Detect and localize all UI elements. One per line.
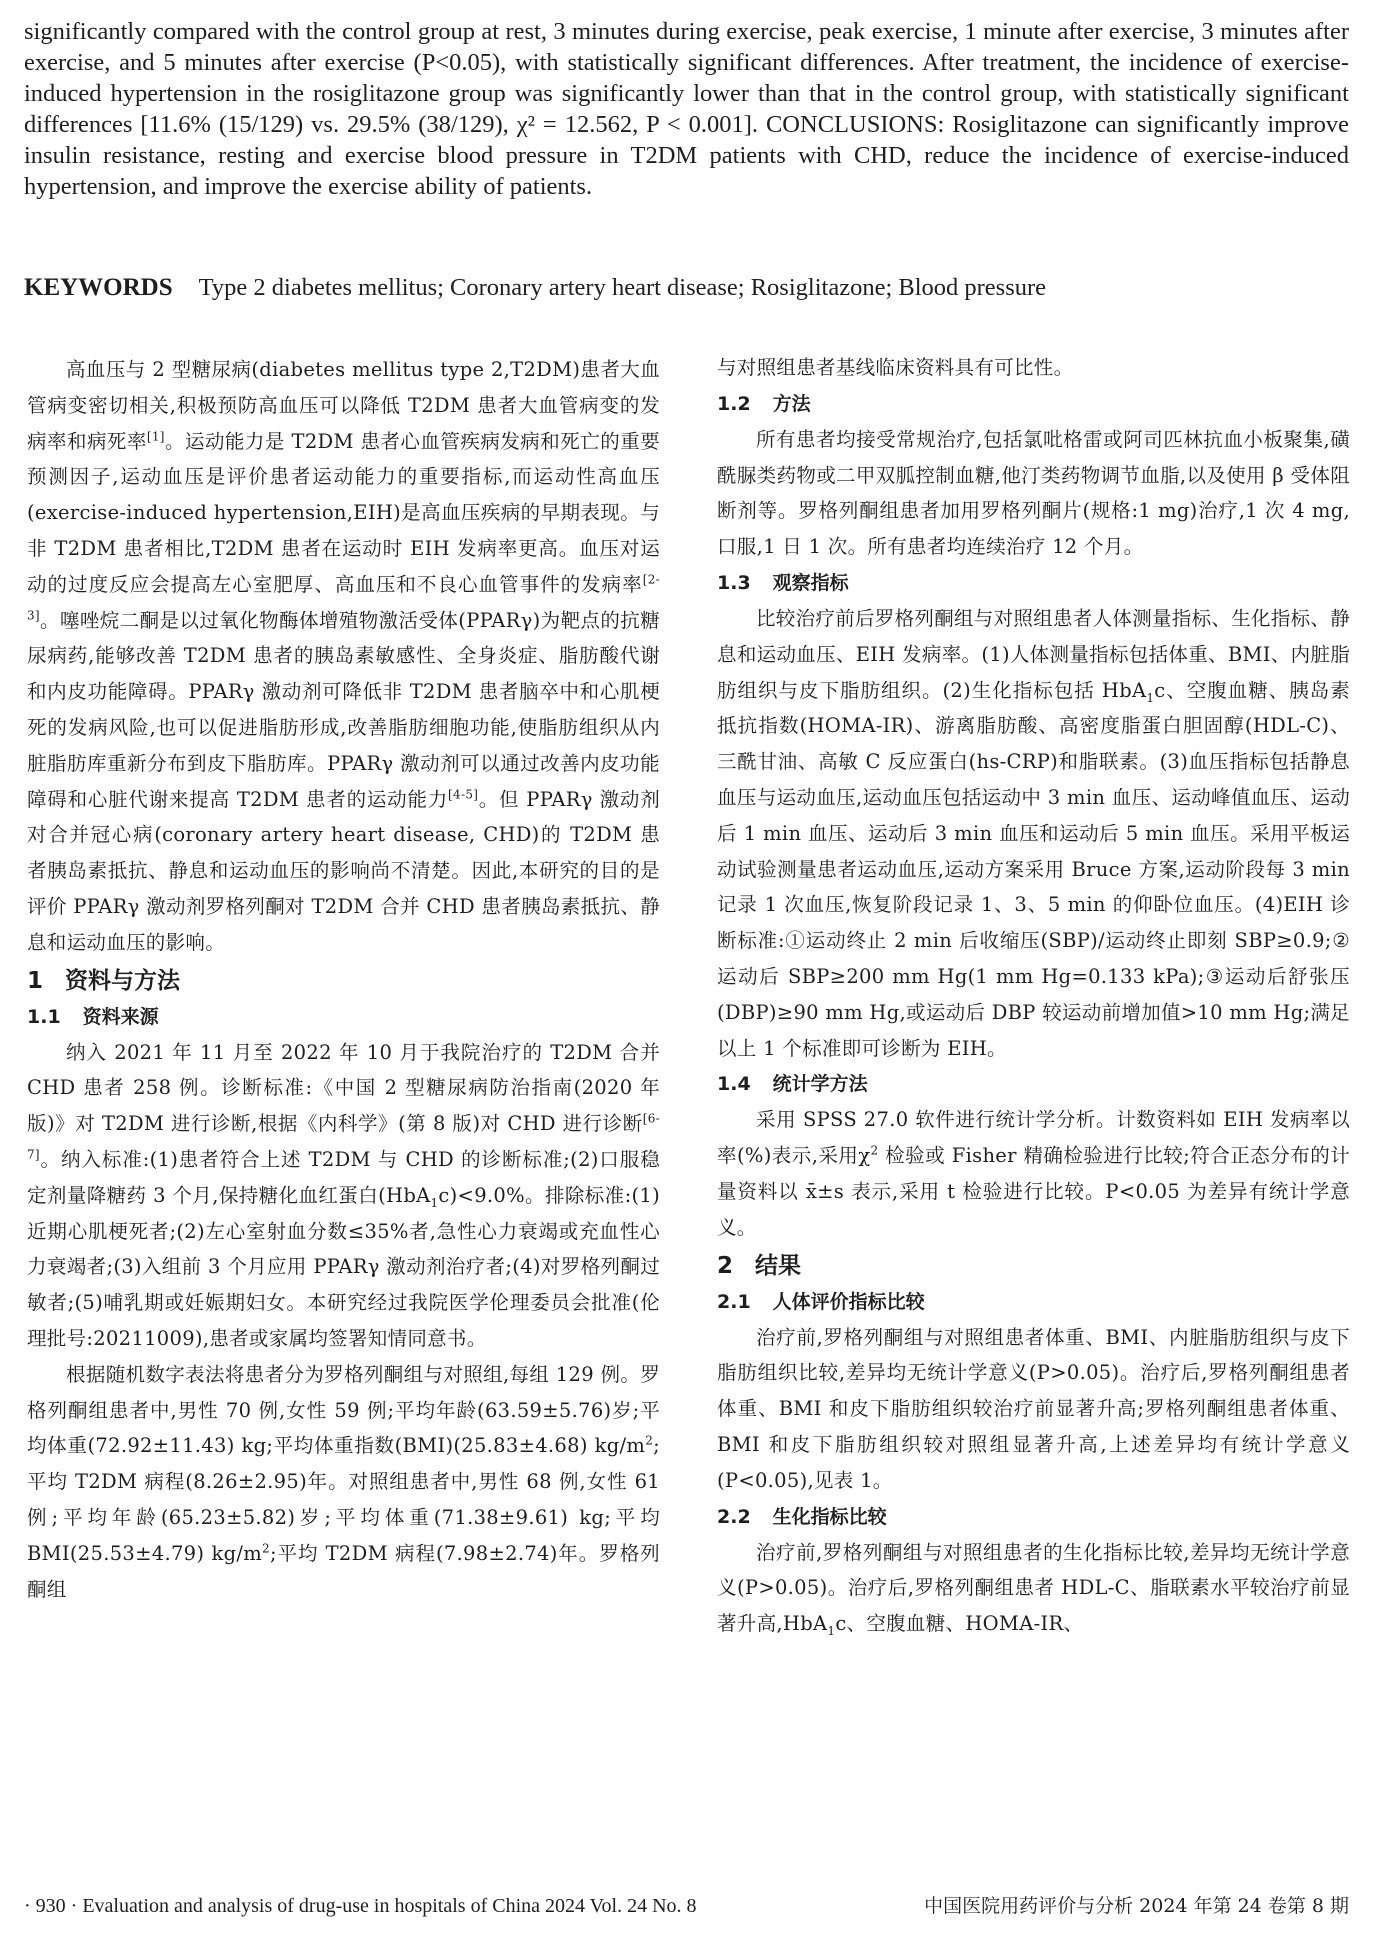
footer-journal-en: · 930 · Evaluation and analysis of drug-use in hospitals of China 2024 Vol. 24 No. 8 (24, 1895, 697, 1917)
subsection-heading-anthropometric (717, 1285, 1350, 1319)
section-title: 人体评价指标比较 (772, 1290, 925, 1313)
text-run: c、空腹血糖、胰岛素抵抗指数(HOMA-IR)、游离脂肪酸、高密度脂蛋白胆固醇(HDL-C)、三酰甘油、高敏 C 反应蛋白(hs-CRP)和脂联素。(3)血压指标包括静息血压与运动血压,运动血压包括运动中 3 min 血压、运动峰值血压、运动后 1 min 血压、运动后 3 min 血压和运动后 5 min 血压。采用平板运动试验测量患者运动血压,运动方案采用 Bruce 方案,运动阶段每 3 min 记录 1 次血压,恢复阶段记录 1、3、5 min 的仰卧位血压。(4)EIH 诊断标准:①运动终止 2 min 后收缩压(SBP)/运动终止即刻 SBP≥0.9;②运动后 SBP≥200 mm Hg(1 mm Hg=0.133 kPa);③运动后舒张压(DBP)≥90 mm Hg,或运动后 DBP 较运动前增加值>10 mm Hg;满足以上 1 个标准即可诊断为 EIH。 (717, 678, 1351, 1060)
section-title: 观察指标 (772, 571, 849, 594)
methods-paragraph: 所有患者均接受常规治疗,包括氯吡格雷或阿司匹林抗血小板聚集,磺酰脲类药物或二甲双胍控制血糖,他汀类药物调节血脂,以及使用 β 受体阻断剂等。罗格列酮组患者加用罗格列酮片(规格:1 mg)治疗,1 次 4 mg,口服,1 日 1 次。所有患者均连续治疗 12 个月。 (717, 427, 1350, 559)
section-title: 统计学方法 (772, 1073, 868, 1096)
text-run: 。运动能力是 T2DM 患者心血管疾病发病和死亡的重要预测因子,运动血压是评价患者运动能力的重要指标,而运动性高血压(exercise-induced hypertension,EIH)是高血压疾病的早期表现。与非 T2DM 患者相比,T2DM 患者在运动时 EIH 发病率更高。血压对运动的过度反应会提高左心室肥厚、高血压和不良心血管事件的发病率 (27, 429, 660, 596)
text-run: c)<9.0%。排除标准:(1)近期心肌梗死者;(2)左心室射血分数≤35%者,急性心力衰竭或充血性心力衰竭者;(3)入组前 3 个月应用 PPARγ 激动剂治疗者;(4)对罗格列酮过敏者;(5)哺乳期或妊娠期妇女。本研究经过我院医学伦理委员会批准(伦理批号:20211009),患者或家属均签署知情同意书。 (27, 1183, 660, 1350)
text-run: 。纳入标准:(1)患者符合上述 T2DM 与 CHD 的诊断标准;(2)口服稳定剂量降糖药 3 个月,保持糖化血红蛋白(HbA (27, 1147, 660, 1207)
keywords-label: KEYWORDS (24, 274, 173, 301)
text-run: 。但 PPARγ 激动剂对合并冠心病(coronary artery heart disease, CHD)的 T2DM 患者胰岛素抵抗、静息和运动血压的影响尚不清楚。因此,本研究的目的是评价 PPARγ 激动剂罗格列酮对 T2DM 合并 CHD 患者胰岛素抵抗、静息和运动血压的影响。 (27, 787, 661, 954)
subscript: 1 (827, 1624, 836, 1638)
biochemical-paragraph (717, 1535, 1350, 1642)
citation: [2-3] (27, 572, 660, 623)
section-number: 1 (27, 967, 44, 994)
text-run: 比较治疗前后罗格列酮组与对照组患者人体测量指标、生化指标、静息和运动血压、EIH 发病率。(1)人体测量指标包括体重、BMI、内脏脂肪组织与皮下脂肪组织。(2)生化指标包括 HbA (717, 606, 1351, 702)
keywords-line (24, 273, 1354, 303)
subsection-heading-indicators (717, 566, 1350, 600)
section-number: 1.3 (717, 571, 751, 594)
abstract-english: significantly compared with the control group at rest, 3 minutes during exercise, peak exercise, 1 minute after exercise, 3 minutes after exercise, and 5 minutes after exercise (P<0.05), with statistically significant differences. After treatment, the incidence of exercise-induced hypertension in the rosiglitazone group was significantly lower than that in the control group, with statistically significant differences [11.6% (15/129) vs. 29.5% (38/129), χ² = 12.562, P < 0.001]. CONCLUSIONS: Rosiglitazone can significantly improve insulin resistance, resting and exercise blood pressure in T2DM patients with CHD, reduce the incidence of exercise-induced hypertension, and improve the exercise ability of patients. (24, 18, 1349, 200)
section-title: 资料来源 (82, 1005, 159, 1028)
text-run: 采用 SPSS 27.0 软件进行统计学分析。计数资料如 EIH 发病率以率(%)表示,采用χ (717, 1108, 1350, 1168)
citation: [1] (146, 429, 165, 444)
text-run: 高血压与 2 型糖尿病(diabetes mellitus type 2,T2DM)患者大血管病变密切相关,积极预防高血压可以降低 T2DM 患者大血管病变的发病率和病死率 (27, 358, 660, 453)
subscript: 1 (1146, 690, 1155, 705)
left-column (27, 352, 660, 1607)
citation: [6-7] (27, 1111, 660, 1162)
indicators-paragraph (717, 601, 1350, 1066)
anthropometric-paragraph: 治疗前,罗格列酮组与对照组患者体重、BMI、内脏脂肪组织与皮下脂肪组织比较,差异均无统计学意义(P>0.05)。治疗后,罗格列酮组患者体重、BMI 和皮下脂肪组织较治疗前显著升高;罗格列酮组患者体重、BMI 和皮下脂肪组织较对照组显著升高,上述差异均有统计学意义(P<0.05),见表 1。 (717, 1325, 1350, 1492)
section-number: 2.2 (717, 1505, 751, 1528)
section-heading-results (717, 1249, 1350, 1283)
page-footer (24, 1890, 1349, 1922)
text-run: ;平均 T2DM 病程(7.98±2.74)年。罗格列酮组 (27, 1541, 660, 1601)
text-run: 根据随机数字表法将患者分为罗格列酮组与对照组,每组 129 例。罗格列酮组患者中,男性 70 例,女性 59 例;平均年龄(63.59±5.76)岁;平均体重(72.92±11.43) kg;平均体重指数(BMI)(25.83±4.68) kg/m (27, 1362, 660, 1458)
section-title: 生化指标比较 (772, 1505, 887, 1528)
grouping-paragraph (27, 1357, 660, 1608)
section-number: 1.2 (717, 392, 751, 415)
subsection-heading-statistics (717, 1067, 1350, 1101)
text-run: 检验或 Fisher 精确检验进行比较;符合正态分布的计量资料以 x̄±s 表示,采用 t 检验进行比较。P<0.05 为差异有统计学意义。 (717, 1144, 1350, 1239)
subsection-heading-methods (717, 387, 1350, 421)
superscript: 2 (870, 1143, 879, 1158)
section-title: 结果 (755, 1252, 802, 1279)
section-heading-methods (27, 964, 660, 998)
footer-journal-cn: 中国医院用药评价与分析 2024 年第 24 卷第 8 期 (924, 1895, 1349, 1917)
section-number: 2 (717, 1252, 734, 1279)
data-source-paragraph (27, 1035, 660, 1357)
section-title: 方法 (772, 392, 811, 415)
text-run: 。噻唑烷二酮是以过氧化物酶体增殖物激活受体(PPARγ)为靶点的抗糖尿病药,能够改善 T2DM 患者的胰岛素敏感性、全身炎症、脂肪酸代谢和内皮功能障碍。PPARγ 激动剂可降低非 T2DM 患者脑卒中和心肌梗死的发病风险,也可以促进脂肪形成,改善脂肪细胞功能,使脂肪组织从内脏脂肪库重新分布到皮下脂肪库。PPARγ 激动剂可以通过改善内皮功能障碍和心脏代谢来提高 T2DM 患者的运动能力 (27, 608, 660, 811)
citation: [4-5] (448, 787, 479, 802)
subsection-heading-biochemical (717, 1500, 1350, 1534)
subsection-heading-data-source (27, 1000, 660, 1034)
keywords-text: Type 2 diabetes mellitus; Coronary artery heart disease; Rosiglitazone; Blood pressure (198, 274, 1047, 301)
subscript: 1 (430, 1195, 439, 1210)
superscript: 2 (262, 1541, 270, 1556)
section-number: 2.1 (717, 1290, 751, 1313)
right-column (717, 350, 1350, 1642)
intro-paragraph (27, 352, 660, 961)
superscript: 2 (645, 1433, 654, 1448)
statistics-paragraph (717, 1102, 1350, 1245)
text-run: 治疗前,罗格列酮组与对照组患者的生化指标比较,差异均无统计学意义(P>0.05)。治疗后,罗格列酮组患者 HDL-C、脂联素水平较治疗前显著升高,HbA (717, 1540, 1350, 1636)
continuation-paragraph: 与对照组患者基线临床资料具有可比性。 (717, 356, 1074, 379)
section-number: 1.1 (27, 1005, 61, 1028)
text-run: c、空腹血糖、HOMA-IR、 (835, 1612, 1084, 1636)
text-run: ;平均 T2DM 病程(8.26±2.95)年。对照组患者中,男性 68 例,女性 61 例;平均年龄(65.23±5.82)岁;平均体重(71.38±9.61) kg;平均 BMI(25.53±4.79) kg/m (27, 1434, 660, 1565)
section-number: 1.4 (717, 1073, 751, 1096)
section-title: 资料与方法 (65, 967, 181, 994)
text-run: 纳入 2021 年 11 月至 2022 年 10 月于我院治疗的 T2DM 合并 CHD 患者 258 例。诊断标准:《中国 2 型糖尿病防治指南(2020 年版)》对 T2DM 进行诊断,根据《内科学》(第 8 版)对 CHD 进行诊断 (27, 1040, 660, 1136)
